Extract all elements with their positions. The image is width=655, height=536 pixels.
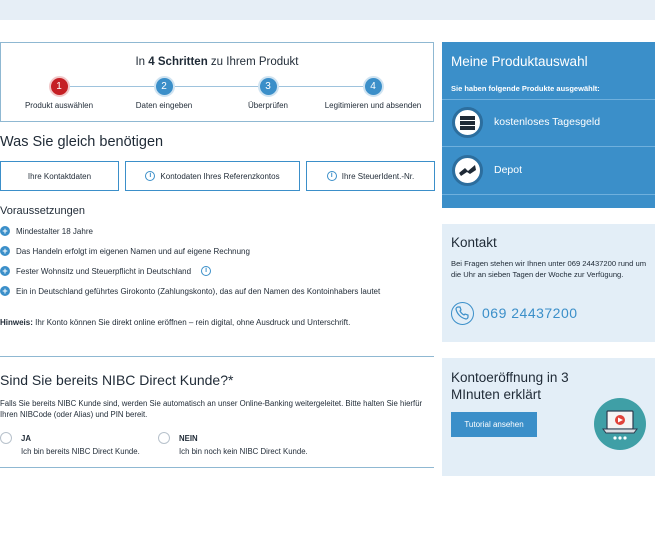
requirement-item: + Das Handeln erfolgt im eigenen Namen und auf eigene Rechnung (0, 246, 250, 256)
step-4 (313, 78, 433, 110)
product-tagesgeld[interactable]: kostenloses Tagesgeld (494, 116, 601, 128)
account-opening-title: Kontoeröffnung in 3 MInuten erklärt (451, 370, 569, 402)
money-stack-icon (452, 107, 483, 138)
steps-progress (0, 42, 434, 122)
tax-id-label: Ihre SteuerIdent.-Nr. (341, 171, 415, 181)
tax-id-button[interactable] (306, 161, 435, 191)
step-3-label: Überprüfen (247, 101, 289, 110)
step-1 (0, 78, 119, 110)
step-2 (104, 78, 224, 110)
reference-account-button[interactable] (125, 161, 300, 191)
plus-icon[interactable]: + (0, 286, 10, 296)
contact-title: Kontakt (451, 235, 497, 250)
hint-text: Hinweis: Ihr Konto können Sie direkt online eröffnen – rein digital, ohne Ausdruck und Unterschrift. (0, 318, 351, 327)
radio-ja-title: JA (21, 434, 31, 443)
info-icon: i (145, 171, 155, 181)
radio-nein[interactable] (158, 432, 170, 444)
need-heading: Was Sie gleich benötigen (0, 134, 164, 150)
plus-icon[interactable]: + (0, 246, 10, 256)
step-1-circle: 1 (49, 76, 70, 97)
phone-number[interactable]: 069 24437200 (482, 305, 578, 321)
laptop-video-icon (594, 398, 646, 450)
contact-data-label: Ihre Kontaktdaten (27, 171, 92, 181)
info-icon: i (327, 171, 337, 181)
divider (442, 99, 655, 100)
plus-icon[interactable]: + (0, 266, 10, 276)
divider (0, 467, 434, 468)
step-4-circle: 4 (363, 76, 384, 97)
step-4-label: Legitimieren und absenden (324, 101, 422, 110)
tutorial-button[interactable]: Tutorial ansehen (451, 412, 537, 437)
divider (442, 194, 655, 195)
product-depot[interactable]: Depot (494, 164, 523, 176)
requirement-item: + Mindestalter 18 Jahre (0, 226, 93, 236)
product-selection-title: Meine Produktauswahl (451, 54, 588, 69)
plus-icon[interactable]: + (0, 226, 10, 236)
radio-nein-title: NEIN (179, 434, 198, 443)
step-3 (208, 78, 328, 110)
requirement-item: + Fester Wohnsitz und Steuerpflicht in Deutschland i (0, 266, 211, 276)
divider (442, 146, 655, 147)
contact-panel (442, 224, 655, 342)
radio-nein-sub: Ich bin noch kein NIBC Direct Kunde. (179, 447, 308, 456)
account-opening-panel (442, 358, 655, 476)
requirement-item: + Ein in Deutschland geführtes Girokonto (Zahlungskonto), das auf den Namen des Kontoinhabers lautet (0, 286, 380, 296)
top-bar (0, 0, 655, 20)
customer-heading: Sind Sie bereits NIBC Direct Kunde?* (0, 372, 234, 388)
step-1-label: Produkt auswählen (24, 101, 94, 110)
requirements-heading: Voraussetzungen (0, 205, 86, 217)
info-icon[interactable]: i (201, 266, 211, 276)
step-3-circle: 3 (258, 76, 279, 97)
step-2-circle: 2 (154, 76, 175, 97)
product-selection-panel (442, 42, 655, 208)
steps-title: In 4 Schritten zu Ihrem Produkt (135, 56, 299, 68)
radio-ja[interactable] (0, 432, 12, 444)
phone-icon (451, 302, 474, 325)
customer-description: Falls Sie bereits NIBC Kunde sind, werden Sie automatisch an unser Online-Banking weitergeleitet. Bitte halten Sie hierfür Ihren NIBCode (oder Alias) und PIN bereit. (0, 399, 423, 419)
depot-icon (452, 155, 483, 186)
reference-account-label: Kontodaten Ihres Referenzkontos (160, 171, 280, 181)
product-selection-subtitle: Sie haben folgende Produkte ausgewählt: (451, 84, 600, 93)
step-2-label: Daten eingeben (135, 101, 193, 110)
divider (0, 356, 434, 357)
contact-data-button[interactable] (0, 161, 119, 191)
contact-text: Bei Fragen stehen wir Ihnen unter 069 24437200 rund um die Uhr an sieben Tagen der Woche zur Verfügung. (451, 259, 647, 279)
radio-ja-sub: Ich bin bereits NIBC Direct Kunde. (21, 447, 140, 456)
